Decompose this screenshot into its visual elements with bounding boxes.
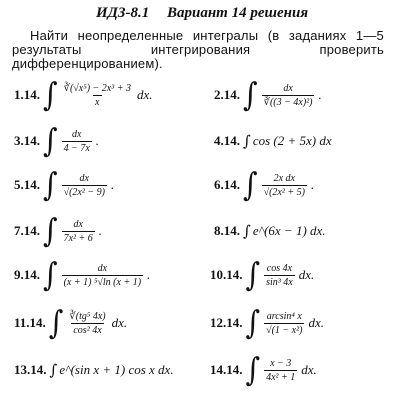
denominator: 7x² + 6 xyxy=(63,232,93,244)
differential: . xyxy=(318,87,322,102)
problem-1 xyxy=(14,72,153,118)
integral-sign: ∫ xyxy=(243,165,258,204)
integral-sign: ∫ xyxy=(43,165,58,204)
denominator: ∛((3 − 4x)²) xyxy=(263,96,313,108)
differential: . xyxy=(98,223,103,238)
integrand-expression: e^(sin x + 1) cos x dx. xyxy=(59,362,174,377)
numerator: dx xyxy=(73,218,83,230)
fraction xyxy=(62,173,107,198)
problem-number: 10.14. xyxy=(210,267,243,282)
problem-number: 13.14. xyxy=(14,362,47,377)
problem-number: 12.14. xyxy=(210,315,243,330)
problem-12 xyxy=(210,300,324,346)
variant-title: Вариант 14 решения xyxy=(167,5,309,21)
problem-4 xyxy=(214,118,332,164)
integral-sign: ∫ xyxy=(243,75,258,114)
problem-number: 14.14. xyxy=(210,362,243,377)
problem-11 xyxy=(14,300,127,346)
problem-10 xyxy=(210,252,314,298)
numerator: x − 3 xyxy=(270,357,292,369)
problem-number: 11.14. xyxy=(14,315,46,330)
fraction xyxy=(62,129,92,154)
denominator: 4 − 7x xyxy=(63,142,90,154)
problem-13 xyxy=(14,347,174,393)
numerator: arcsin⁴ x xyxy=(266,310,302,322)
differential: dx. xyxy=(136,87,153,102)
problem-9 xyxy=(14,252,150,298)
differential: . xyxy=(95,133,100,148)
differential: dx. xyxy=(111,315,128,330)
differential: dx. xyxy=(298,267,315,282)
integral-sign: ∫ xyxy=(243,132,251,150)
numerator: dx xyxy=(71,128,82,140)
differential: dx. xyxy=(301,362,317,377)
denominator: √(2x² + 5) xyxy=(263,186,305,198)
integral-sign: ∫ xyxy=(43,211,58,250)
problem-number: 8.14. xyxy=(214,223,240,238)
problem-number: 2.14. xyxy=(214,87,240,102)
problem-14 xyxy=(210,347,317,393)
differential: . xyxy=(310,177,315,192)
fraction xyxy=(262,173,307,198)
problem-number: 7.14. xyxy=(14,223,40,238)
denominator: √(2x² − 9) xyxy=(63,186,105,198)
integrand-expression: cos (2 + 5x) dx xyxy=(252,133,332,148)
instructions-text: Найти неопределенные интегралы (в заданиях 1—5 результаты интегрирования проверить дифференцированием). xyxy=(12,28,384,71)
denominator: √(1 − x²) xyxy=(266,324,303,336)
integral-sign: ∫ xyxy=(245,350,261,389)
problem-number: 6.14. xyxy=(214,177,240,192)
fraction xyxy=(62,219,95,244)
problem-6 xyxy=(214,162,314,208)
numerator: ∛(√x⁵) − 2x³ + 3 xyxy=(63,82,131,94)
differential: . xyxy=(110,177,115,192)
assignment-title: ИДЗ-8.1 xyxy=(96,5,150,21)
problem-5 xyxy=(14,162,114,208)
problem-7 xyxy=(14,208,102,254)
denominator: 4x² + 1 xyxy=(266,371,296,383)
page-header xyxy=(0,5,400,27)
integral-sign: ∫ xyxy=(243,222,251,240)
numerator: dx xyxy=(97,262,108,274)
numerator: dx xyxy=(79,172,89,184)
fraction xyxy=(67,311,107,336)
denominator: sin³ 4x xyxy=(266,276,293,288)
problem-number: 5.14. xyxy=(14,177,40,192)
integral-sign: ∫ xyxy=(43,75,58,114)
problem-number: 9.14. xyxy=(14,267,40,282)
problem-number: 1.14. xyxy=(14,87,40,102)
integrand-expression: e^(6x − 1) dx. xyxy=(252,223,326,238)
problem-number: 4.14. xyxy=(214,133,240,148)
denominator: cos² 4x xyxy=(73,324,102,336)
fraction xyxy=(264,263,295,288)
fraction xyxy=(262,83,315,108)
denominator: x xyxy=(95,96,100,108)
problem-3 xyxy=(14,118,99,164)
differential: . xyxy=(147,267,151,282)
integral-sign: ∫ xyxy=(245,303,261,342)
fraction xyxy=(62,263,143,288)
numerator: 2x dx xyxy=(273,172,295,184)
numerator: dx xyxy=(283,82,293,94)
integral-sign: ∫ xyxy=(43,121,58,160)
integral-sign: ∫ xyxy=(43,255,58,294)
problem-8 xyxy=(214,208,326,254)
problem-2 xyxy=(214,72,322,118)
differential: dx. xyxy=(308,315,324,330)
numerator: cos 4x xyxy=(266,262,293,274)
integral-sign: ∫ xyxy=(49,361,58,379)
fraction xyxy=(264,358,297,383)
fraction xyxy=(62,83,133,108)
integral-sign: ∫ xyxy=(48,303,64,342)
problem-number: 3.14. xyxy=(14,133,40,148)
fraction xyxy=(264,311,304,336)
denominator: (x + 1) ⁵√ln (x + 1) xyxy=(63,276,142,288)
numerator: ∛(tg⁵ 4x) xyxy=(69,310,106,322)
integral-sign: ∫ xyxy=(245,255,261,294)
